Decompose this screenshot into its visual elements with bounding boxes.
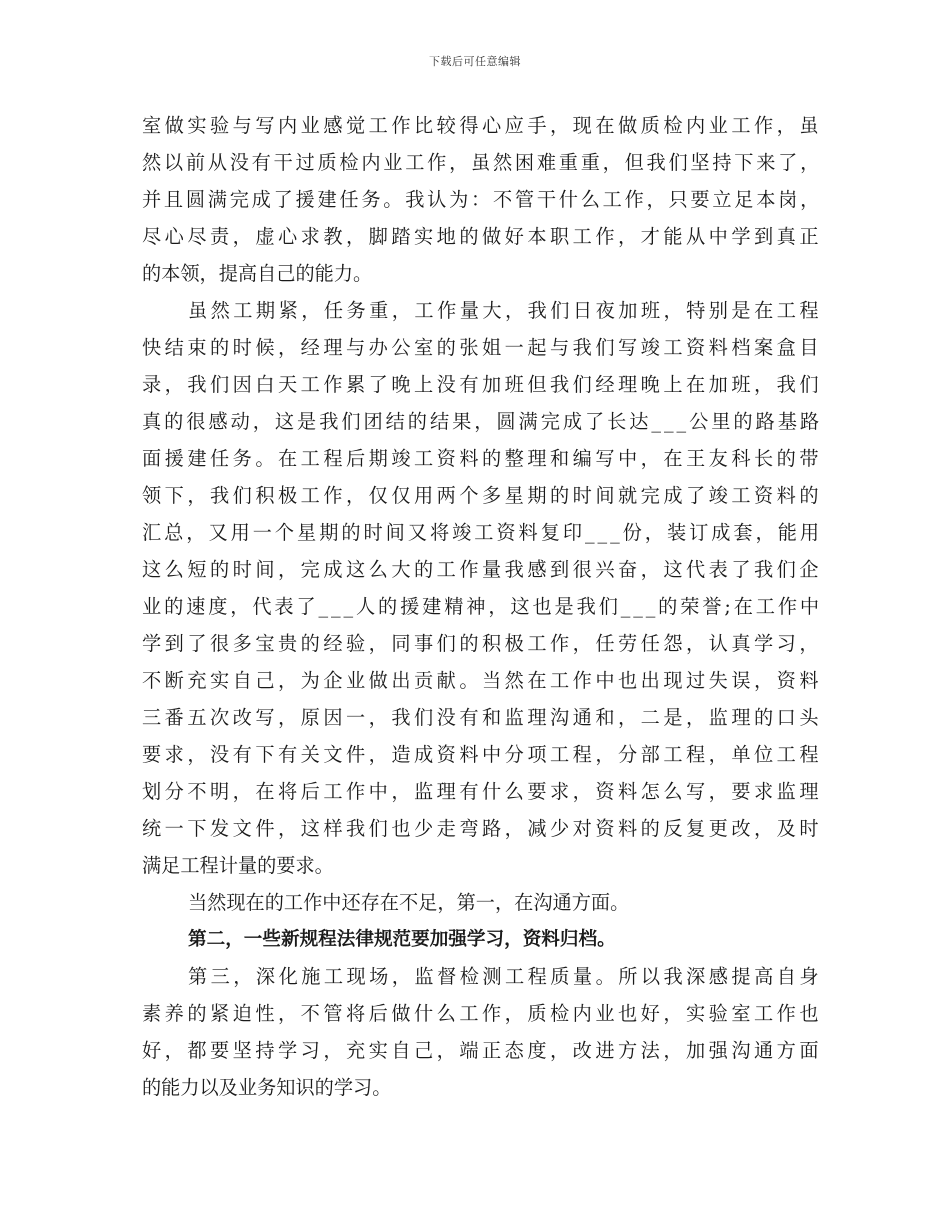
text-line: 虽然工期紧，任务重，工作量大，我们日夜加班，特别是在工程: [188, 299, 822, 322]
text-line: 的本领，提高自己的能力。: [142, 262, 373, 285]
page-header: 下载后可任意编辑: [429, 55, 521, 68]
text-line: 真的很感动，这是我们团结的结果，圆满完成了长达___公里的路基路: [142, 410, 822, 433]
text-line: 第二，一些新规程法律规范要加强学习，资料归档。: [188, 929, 616, 950]
text-line: 划分不明，在将后工作中，监理有什么要求，资料怎么写，要求监理: [142, 780, 822, 803]
text-line: 统一下发文件，这样我们也少走弯路，减少对资料的反复更改，及时: [142, 817, 822, 840]
text-line: 领下，我们积极工作，仅仅用两个多星期的时间就完成了竣工资料的: [142, 484, 822, 507]
text-line: 满足工程计量的要求。: [142, 854, 334, 877]
text-line: 录，我们因白天工作累了晚上没有加班但我们经理晚上在加班，我们: [142, 373, 822, 396]
text-line: 的能力以及业务知识的学习。: [142, 1076, 392, 1099]
text-line: 汇总，又用一个星期的时间又将竣工资料复印___份，装订成套，能用: [142, 521, 822, 544]
text-line: 快结束的时候，经理与办公室的张姐一起与我们写竣工资料档案盒目: [142, 336, 822, 359]
text-line: 三番五次改写，原因一，我们没有和监理沟通和，二是，监理的口头: [142, 706, 822, 729]
text-line: 并且圆满完成了援建任务。我认为：不管干什么工作，只要立足本岗，: [142, 188, 822, 211]
text-line: 要求，没有下有关文件，造成资料中分项工程，分部工程，单位工程: [142, 743, 822, 766]
text-line: 尽心尽责，虚心求教，脚踏实地的做好本职工作，才能从中学到真正: [142, 225, 822, 248]
text-line: 第三，深化施工现场，监督检测工程质量。所以我深感提高自身: [188, 965, 822, 988]
text-line: 学到了很多宝贵的经验，同事们的积极工作，任劳任怨，认真学习，: [142, 632, 822, 655]
text-line: 素养的紧迫性，不管将后做什么工作，质检内业也好，实验室工作也: [142, 1002, 822, 1025]
text-line: 这么短的时间，完成这么大的工作量我感到很兴奋，这代表了我们企: [142, 558, 822, 581]
text-line: 室做实验与写内业感觉工作比较得心应手，现在做质检内业工作，虽: [142, 114, 822, 137]
text-line: 当然现在的工作中还存在不足，第一，在沟通方面。: [188, 891, 630, 914]
text-line: 然以前从没有干过质检内业工作，虽然困难重重，但我们坚持下来了，: [142, 151, 822, 174]
text-line: 面援建任务。在工程后期竣工资料的整理和编写中，在王友科长的带: [142, 447, 822, 470]
text-line: 不断充实自己，为企业做出贡献。当然在工作中也出现过失误，资料: [142, 669, 822, 692]
document-body: [142, 113, 822, 1112]
text-line: 业的速度，代表了___人的援建精神，这也是我们___的荣誉;在工作中: [142, 595, 822, 618]
text-line: 好，都要坚持学习，充实自己，端正态度，改进方法，加强沟通方面: [142, 1039, 822, 1062]
